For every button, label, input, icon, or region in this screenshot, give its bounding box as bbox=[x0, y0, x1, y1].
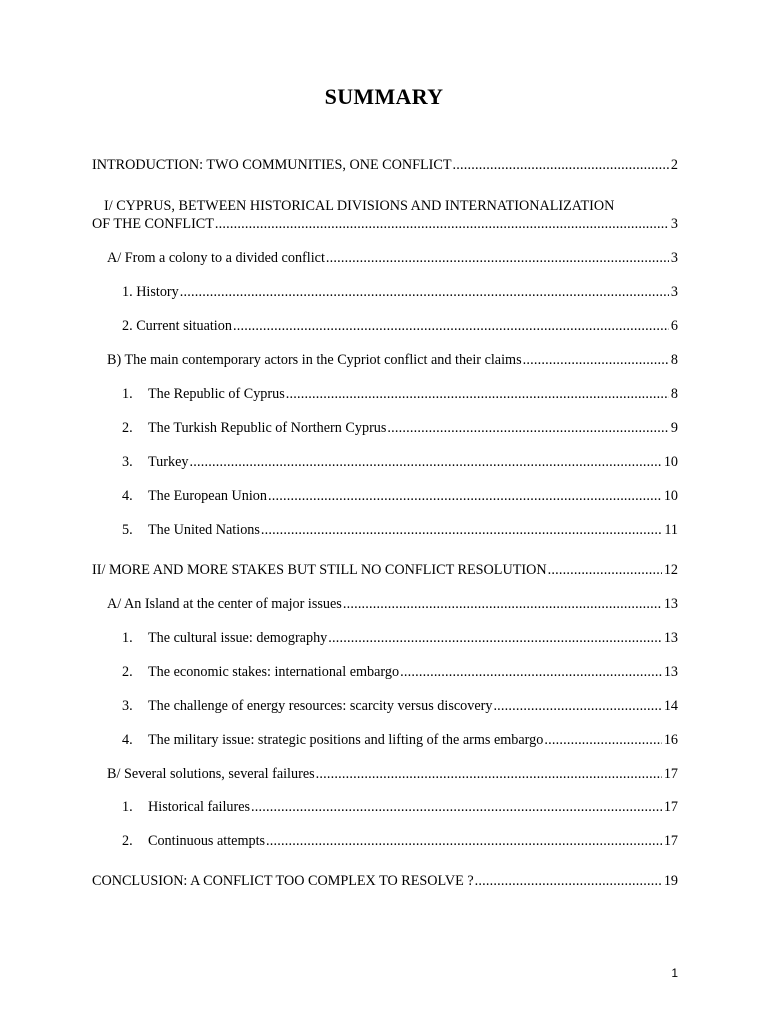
toc-entry-page: 19 bbox=[663, 873, 678, 889]
toc-entry-number: 2. bbox=[122, 420, 133, 436]
toc-entry-number: 3. bbox=[122, 454, 133, 470]
toc-entry-label bbox=[122, 419, 386, 437]
toc-entry-part1-line1[interactable]: I/ CYPRUS, BETWEEN HISTORICAL DIVISIONS AND INTERNATIONALIZATION bbox=[104, 198, 615, 214]
toc-entry-page: 9 bbox=[670, 420, 678, 436]
toc-entry-page: 16 bbox=[663, 732, 678, 748]
toc-entry-page: 8 bbox=[670, 352, 678, 368]
toc-entry-page: 12 bbox=[663, 562, 678, 578]
toc-entry-history[interactable] bbox=[122, 283, 678, 301]
page-number: 1 bbox=[671, 966, 678, 980]
toc-entry-page: 17 bbox=[663, 766, 678, 782]
toc-entry-part1-a[interactable] bbox=[107, 249, 678, 267]
toc-leader-dots bbox=[326, 249, 669, 267]
toc-entry-label: CONCLUSION: A CONFLICT TOO COMPLEX TO RESOLVE ? bbox=[92, 873, 474, 889]
toc-leader-dots bbox=[328, 629, 662, 647]
toc-entry-text: The Turkish Republic of Northern Cyprus bbox=[148, 420, 387, 436]
toc-leader-dots bbox=[180, 283, 669, 301]
toc-entry-label bbox=[122, 487, 267, 505]
toc-entry-part1[interactable] bbox=[92, 215, 678, 233]
toc-entry-label: II/ MORE AND MORE STAKES BUT STILL NO CONFLICT RESOLUTION bbox=[92, 562, 547, 578]
toc-entry-page: 13 bbox=[663, 664, 678, 680]
toc-entry-label bbox=[122, 629, 327, 647]
toc-entry-page: 17 bbox=[663, 833, 678, 849]
toc-entry-part2[interactable] bbox=[92, 561, 678, 579]
toc-entry-page: 14 bbox=[663, 698, 678, 714]
toc-entry-label: A/ An Island at the center of major issues bbox=[107, 596, 342, 612]
toc-entry-page: 10 bbox=[663, 454, 678, 470]
toc-entry-page: 13 bbox=[663, 596, 678, 612]
toc-entry-number: 4. bbox=[122, 488, 133, 504]
toc-entry-conclusion[interactable] bbox=[92, 872, 678, 890]
toc-entry-energy-resources[interactable] bbox=[122, 697, 678, 715]
toc-entry-page: 3 bbox=[670, 216, 678, 232]
toc-entry-turkey[interactable] bbox=[122, 453, 678, 471]
toc-entry-military-issue[interactable] bbox=[122, 731, 678, 749]
toc-entry-current-situation[interactable] bbox=[122, 317, 678, 335]
toc-entry-label bbox=[122, 731, 543, 749]
toc-entry-united-nations[interactable] bbox=[122, 521, 678, 539]
toc-entry-number: 1. bbox=[122, 284, 133, 300]
toc-entry-text: Current situation bbox=[136, 318, 232, 334]
toc-leader-dots bbox=[261, 521, 662, 539]
toc-entry-part1-b[interactable] bbox=[107, 351, 678, 369]
toc-entry-european-union[interactable] bbox=[122, 487, 678, 505]
toc-entry-label bbox=[122, 521, 260, 539]
toc-leader-dots bbox=[268, 487, 662, 505]
toc-entry-label bbox=[122, 832, 265, 850]
toc-entry-label: B) The main contemporary actors in the Cypriot conflict and their claims bbox=[107, 352, 522, 368]
toc-leader-dots bbox=[475, 872, 662, 890]
toc-entry-label bbox=[122, 697, 492, 715]
toc-entry-number: 4. bbox=[122, 732, 133, 748]
toc-entry-part2-b[interactable] bbox=[107, 765, 678, 783]
toc-entry-page: 8 bbox=[670, 386, 678, 402]
toc-entry-label: A/ From a colony to a divided conflict bbox=[107, 250, 325, 266]
toc-entry-number: 5. bbox=[122, 522, 133, 538]
toc-entry-text: The challenge of energy resources: scarcity versus discovery bbox=[148, 698, 493, 714]
toc-leader-dots bbox=[548, 561, 662, 579]
toc-entry-text: The cultural issue: demography bbox=[148, 630, 328, 646]
toc-entry-text: The military issue: strategic positions and lifting of the arms embargo bbox=[148, 732, 544, 748]
toc-entry-economic-stakes[interactable] bbox=[122, 663, 678, 681]
toc-entry-page: 3 bbox=[670, 250, 678, 266]
toc-entry-label bbox=[122, 385, 285, 403]
toc-entry-historical-failures[interactable] bbox=[122, 798, 678, 816]
toc-entry-number: 1. bbox=[122, 799, 133, 815]
toc-leader-dots bbox=[316, 765, 662, 783]
toc-entry-text: Turkey bbox=[148, 454, 189, 470]
toc-leader-dots bbox=[215, 215, 669, 233]
toc-entry-page: 11 bbox=[664, 522, 678, 538]
toc-entry-text: The European Union bbox=[148, 488, 267, 504]
toc-entry-page: 2 bbox=[670, 157, 678, 173]
toc-leader-dots bbox=[189, 453, 661, 471]
toc-leader-dots bbox=[544, 731, 661, 749]
toc-entry-page: 17 bbox=[663, 799, 678, 815]
toc-entry-part2-a[interactable] bbox=[107, 595, 678, 613]
toc-entry-text: The United Nations bbox=[148, 522, 260, 538]
toc-entry-number: 2. bbox=[122, 318, 133, 334]
toc-entry-number: 2. bbox=[122, 664, 133, 680]
toc-entry-label bbox=[122, 317, 232, 335]
toc-entry-page: 6 bbox=[670, 318, 678, 334]
toc-entry-page: 3 bbox=[670, 284, 678, 300]
toc-entry-label bbox=[122, 663, 399, 681]
toc-entry-text: Historical failures bbox=[148, 799, 251, 815]
toc-entry-continuous-attempts[interactable] bbox=[122, 832, 678, 850]
toc-entry-page: 10 bbox=[663, 488, 678, 504]
toc-entry-label bbox=[122, 453, 188, 471]
toc-entry-number: 3. bbox=[122, 698, 133, 714]
toc-leader-dots bbox=[343, 595, 662, 613]
toc-entry-trnc[interactable] bbox=[122, 419, 678, 437]
toc-entry-label bbox=[122, 798, 250, 816]
toc-entry-text: The Republic of Cyprus bbox=[148, 386, 285, 402]
toc-entry-text: The economic stakes: international embargo bbox=[148, 664, 400, 680]
toc-entry-introduction[interactable] bbox=[92, 156, 678, 174]
toc-entry-text: Continuous attempts bbox=[148, 833, 266, 849]
toc-leader-dots bbox=[493, 697, 661, 715]
toc-entry-text: History bbox=[136, 284, 179, 300]
toc-leader-dots bbox=[400, 663, 662, 681]
toc-leader-dots bbox=[387, 419, 668, 437]
toc-entry-number: 1. bbox=[122, 630, 133, 646]
toc-entry-number: 2. bbox=[122, 833, 133, 849]
toc-leader-dots bbox=[266, 832, 662, 850]
toc-entry-page: 13 bbox=[663, 630, 678, 646]
toc-entry-number: 1. bbox=[122, 386, 133, 402]
toc-entry-republic-of-cyprus[interactable] bbox=[122, 385, 678, 403]
toc-entry-label: B/ Several solutions, several failures bbox=[107, 766, 315, 782]
page-title: SUMMARY bbox=[324, 84, 444, 109]
toc-leader-dots bbox=[523, 351, 669, 369]
toc-leader-dots bbox=[251, 798, 662, 816]
toc-leader-dots bbox=[286, 385, 669, 403]
toc-leader-dots bbox=[233, 317, 669, 335]
toc-entry-label: INTRODUCTION: TWO COMMUNITIES, ONE CONFLICT bbox=[92, 157, 452, 173]
toc-leader-dots bbox=[453, 156, 669, 174]
toc-entry-label bbox=[122, 283, 179, 301]
toc-entry-label: OF THE CONFLICT bbox=[92, 216, 214, 232]
toc-entry-cultural-issue[interactable] bbox=[122, 629, 678, 647]
